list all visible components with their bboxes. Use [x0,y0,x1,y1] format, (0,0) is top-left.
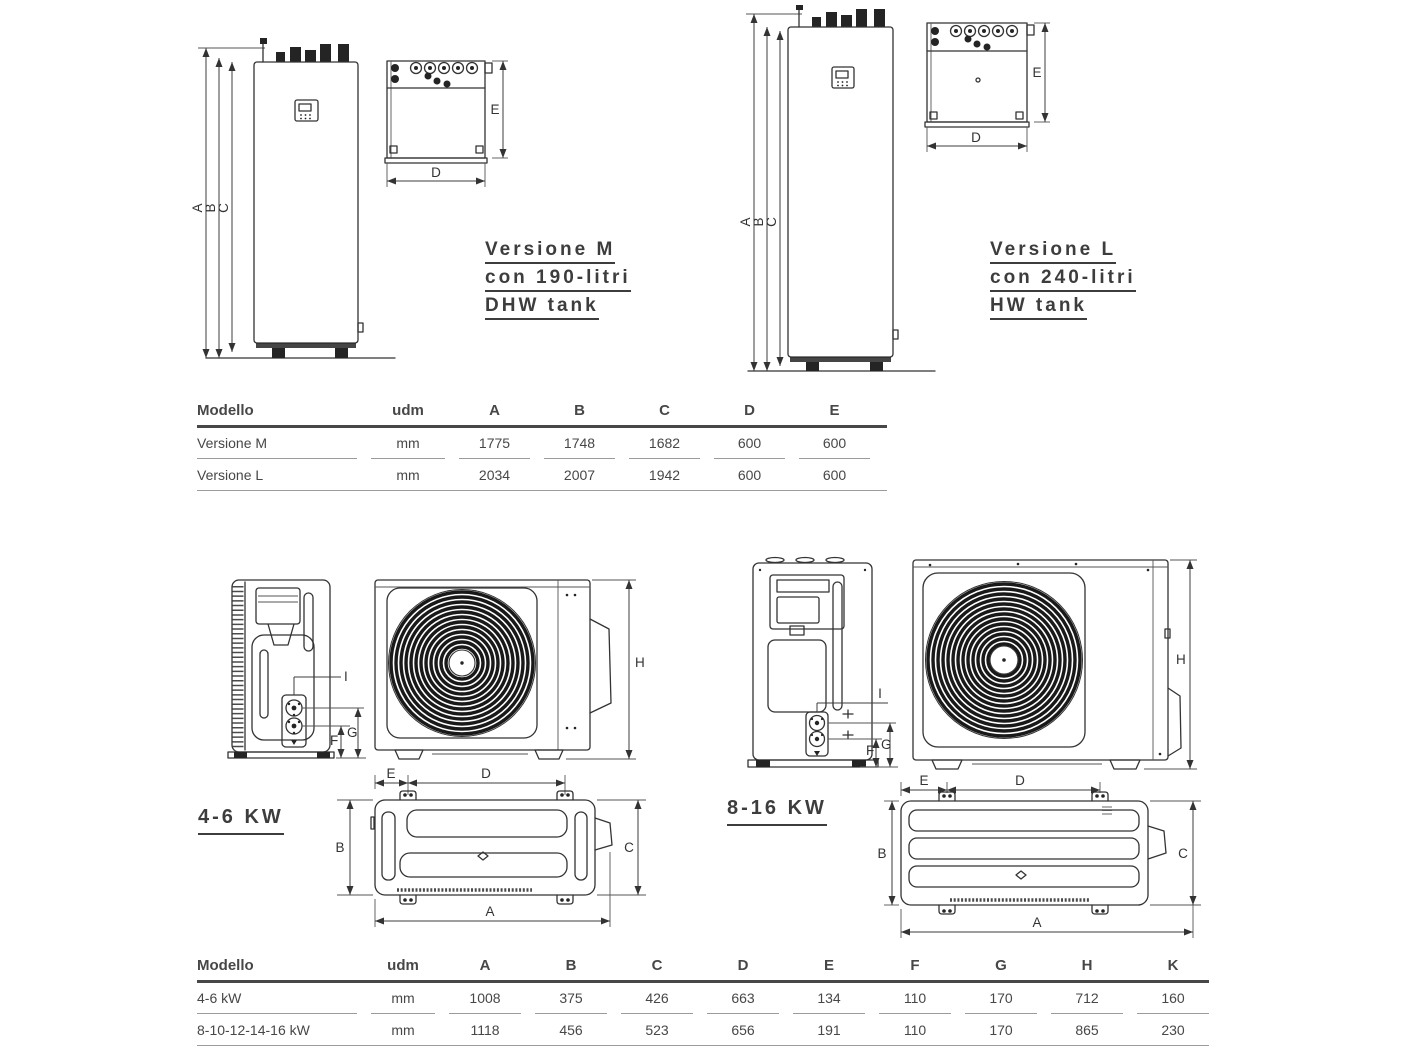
dimension-cell: 230 [1161,1022,1185,1038]
dimension-cell: 110 [879,990,951,1014]
dimension-cell: 600 [714,435,785,459]
fan-grille [926,582,1083,739]
versione-m-caption [485,240,631,324]
dim-label-g: G [347,725,358,740]
indoor-m-front-view [190,38,395,358]
table-row-versione-l [197,459,887,490]
dimension-cell: 426 [621,990,693,1014]
versione-l-caption [990,240,1136,324]
dimension-cell: 523 [645,1022,669,1038]
dim-label-b: B [751,217,766,227]
dimension-cell: 1942 [648,467,681,483]
dimension-cell: 656 [731,1022,755,1038]
outdoor-large-top-view [877,773,1201,938]
model-cell: Versione M [197,435,357,459]
indoor-l-front-view [738,5,935,371]
dim-label-c: C [216,203,231,213]
column-header-g: G [995,957,1007,974]
dim-label-h: H [635,655,645,670]
dimension-cell: 1118 [470,1022,500,1038]
control-panel [295,100,318,121]
dim-label-f: F [866,743,875,758]
indoor-l-top-view [925,23,1050,152]
table-bottom-rule [197,490,887,491]
dim-label-i: I [344,669,348,684]
outdoor-large-side-view [748,558,898,768]
dim-label-e: E [919,773,929,788]
dim-label-e: E [386,766,396,781]
udm-cell: mm [371,990,435,1014]
column-header-modello: Modello [197,402,254,419]
dimension-cell: 160 [1137,990,1209,1014]
udm-cell: mm [396,467,420,483]
column-header-a: A [489,402,500,419]
dimension-cell: 600 [822,467,847,483]
table-header-row [197,395,887,419]
outdoor-small-side-view [228,580,366,758]
dim-label-f: F [330,733,339,748]
dim-label-d: D [481,766,491,781]
column-header-e: E [829,402,840,419]
outdoor-dimensions-table [197,950,1209,1046]
caption-line: HW tank [990,296,1087,320]
pipe-connections [391,63,478,88]
indoor-m-top-view [385,61,508,187]
dimension-cell: 191 [817,1022,841,1038]
dimension-cell: 110 [903,1022,927,1038]
indoor-dimensions-table [197,395,887,491]
dimension-cell: 375 [535,990,607,1014]
dim-label-b: B [203,203,218,213]
dim-label-c: C [764,217,779,227]
dim-label-d: D [971,130,981,145]
dimension-cell: 1775 [459,435,530,459]
dim-label-a: A [190,203,205,213]
dim-label-a: A [485,904,495,919]
column-header-udm: udm [387,957,419,974]
dim-label-d: D [431,165,441,180]
dimension-cell: 1748 [544,435,615,459]
dim-label-e: E [490,102,500,117]
caption-line: con 240-litri [990,268,1136,292]
column-header-c: C [659,402,670,419]
dimension-cell: 1682 [629,435,700,459]
dim-label-c: C [1178,846,1188,861]
dim-label-d: D [1015,773,1025,788]
dimension-cell: 2034 [478,467,511,483]
outdoor-unit-large-drawing [720,545,1220,945]
outdoor-large-front-view [913,560,1197,769]
dim-label-g: G [881,737,892,752]
dimension-cell: 170 [965,990,1037,1014]
column-header-a: A [479,957,491,974]
dim-label-b: B [877,846,887,861]
dimension-cell: 600 [799,435,870,459]
dimension-cell: 712 [1051,990,1123,1014]
table-row-versione-m [197,428,887,459]
outdoor-small-top-view [335,766,646,927]
caption-line: Versione M [485,240,615,264]
model-cell: 8-10-12-14-16 kW [197,1022,310,1038]
column-header-modello: Modello [197,957,254,974]
dimension-cell: 865 [1075,1022,1099,1038]
dim-label-c: C [624,840,634,855]
outdoor-unit-small-drawing [190,555,660,945]
table-row-4-6kw [197,983,1209,1014]
model-cell: Versione L [197,467,264,483]
dimension-cell: 1008 [449,990,521,1014]
indoor-unit-m-drawing [190,30,520,375]
caption-line: Versione L [990,240,1116,264]
refrigerant-connections [806,712,828,756]
pipe-connections [931,26,1018,83]
column-header-b: B [574,402,585,419]
dimension-cell: 2007 [563,467,596,483]
dimension-cell: 134 [793,990,865,1014]
dim-label-i: I [878,686,882,701]
column-header-b: B [565,957,577,974]
dimension-cell: 456 [559,1022,583,1038]
column-header-d: D [737,957,749,974]
table-row-8-16kw [197,1014,1209,1045]
outdoor-small-front-view [375,580,645,759]
column-header-e: E [823,957,834,974]
fan-grille [389,590,536,737]
caption-line: 8-16 KW [727,797,827,826]
control-panel [832,67,854,88]
dimension-cell: 170 [989,1022,1013,1038]
udm-cell: mm [391,1022,415,1038]
caption-line: con 190-litri [485,268,631,292]
dimension-cell: 663 [707,990,779,1014]
dimension-cell: 600 [737,467,762,483]
dim-label-e: E [1032,65,1042,80]
indoor-unit-l-drawing [720,0,1090,390]
column-header-f: F [910,957,920,974]
outdoor-small-caption [198,806,284,835]
table-header-row [197,950,1209,974]
udm-cell: mm [371,435,445,459]
dim-label-a: A [738,217,753,227]
column-header-h: H [1081,957,1093,974]
table-bottom-rule [197,1045,1209,1046]
dim-label-a: A [1032,915,1042,930]
column-header-k: K [1167,957,1179,974]
dim-label-b: B [335,840,345,855]
dim-label-h: H [1176,652,1186,667]
model-cell: 4-6 kW [197,990,357,1014]
outdoor-large-caption [727,797,827,826]
column-header-udm: udm [392,402,424,419]
refrigerant-connections [282,695,306,747]
column-header-d: D [744,402,755,419]
caption-line: DHW tank [485,296,599,320]
column-header-c: C [651,957,663,974]
caption-line: 4-6 KW [198,806,284,835]
